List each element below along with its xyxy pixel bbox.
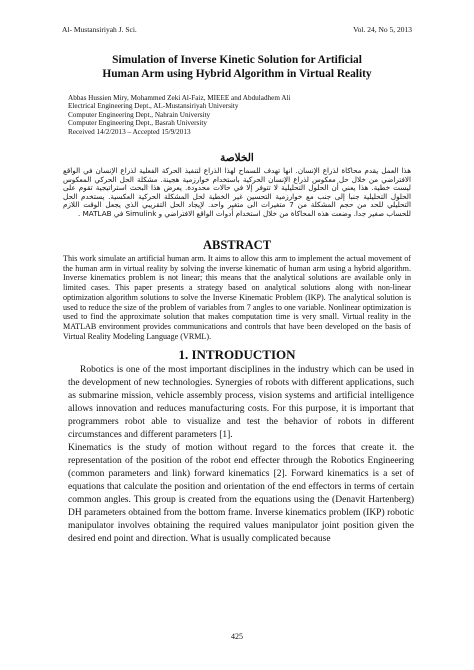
- volume-info: Vol. 24, No 5, 2013: [353, 25, 412, 34]
- arabic-abstract-heading: الخلاصة: [220, 153, 254, 164]
- introduction-paragraph-2: Kinematics is the study of motion without regard to the forces that create it. the representation of the position of the robot end effecter through the Robotics Engineering (common parameters and link) forward kinematics [2]. Forward kinematics is a set of equations that calculate the position and orientation of the end effectors in terms of certain common angles. This group is created from the equations using the (Denavit Hartenberg) DH parameters obtained from the bottom frame. Inverse kinematics problem (IKP) robotic manipulator involves obtaining the required values manipulator joint position given the desired end point and direction. What is usually complicated because: [68, 443, 414, 544]
- affiliation-1: Electrical Engineering Dept., AL-Mustansiriyah University: [68, 102, 239, 111]
- introduction-body: [68, 364, 414, 546]
- abstract-heading: ABSTRACT: [202, 238, 272, 252]
- paper-title: [60, 53, 414, 81]
- received-dates: Received 14/2/2013 – Accepted 15/9/2013: [68, 127, 191, 136]
- author-names: Abbas Hussien Miry, Mohammed Zeki Al-Faiz, MIEEE and Abduladhem Ali: [68, 94, 291, 102]
- abstract-body: This work simulate an artificial human arm. It aims to allow this arm to implement the actual movement of the human arm in virtual reality by solving the inverse kinematic of human arm using a hybrid algorithm. Inverse kinematics problem is not linear; this means that the analytical solutions are available only in limited cases. This paper presents a strategy based on analytical solutions along with non-linear optimization algorithm solutions to solve the Inverse Kinematic Problem (IKP). The analytical solution is used to reduce the size of the problem of variables from 7 angles to one variable. Nonlinear optimization is used to find the approximate solution that makes computation time is very small. Virtual reality in the MATLAB environment provides communications and controls that have been developed on the basis of Virtual Reality Modeling Language (VRML).: [63, 254, 411, 341]
- author-block: [68, 94, 434, 136]
- affiliation-3: Computer Engineering Dept., Basrah University: [68, 119, 207, 128]
- arabic-abstract-body: هذا العمل يقدم محاكاة لذراع الإنسان. انها تهدف للسماح لهذا الذراع لتنفيذ الحركة الفعلية لذراع الإنسان في الواقع الافتراضي من خلال حل معكوس لذراع الإنسان الحركية باستخدام خوارزمية هجينة. مشكلة الحل الحركي المعكوس ليست خطية. هذا يعني أن الحلول التحليلية لا تتوفر إلا في حالات محدودة. يعرض هذا البحث استراتيجية تقوم على الحلول التحليلية جنبا إلى جنب مع خوارزمية التحسين غير الخطية لحل المشكلة الحركية العكسية. يستخدم الحل التحليلي للحد من حجم المشكلة من 7 متغيرات الى متغير واحد. لإيجاد الحل التقريبي الذي يجعل الوقت اللازم للحساب صغير جدا. وضعت هذه المحاكاة من خلال استخدام أدوات الواقع الافتراضي و Simulink في MATLAB .: [63, 166, 411, 218]
- journal-name: Al- Mustansiriyah J. Sci.: [62, 25, 137, 34]
- running-header: [62, 25, 412, 34]
- title-line-1: Simulation of Inverse Kinetic Solution for Artificial: [112, 54, 362, 66]
- title-line-2: Human Arm using Hybrid Algorithm in Virtual Reality: [102, 68, 372, 80]
- affiliation-2: Computer Engineering Dept., Nahrain University: [68, 110, 211, 119]
- introduction-heading: 1. INTRODUCTION: [178, 347, 296, 362]
- page-number: 425: [231, 632, 243, 641]
- introduction-paragraph-1: Robotics is one of the most important disciplines in the industry which can be used in the development of new technologies. Synergies of robots with different applications, such as submarine mission, vehicle assembly process, vision systems and artificial intelligence allows innovation and reduces manufacturing costs. For this purpose, it is important that programmers robot able to visualize and test the behavior of robots in different circumstances and different parameters [1].: [68, 365, 414, 440]
